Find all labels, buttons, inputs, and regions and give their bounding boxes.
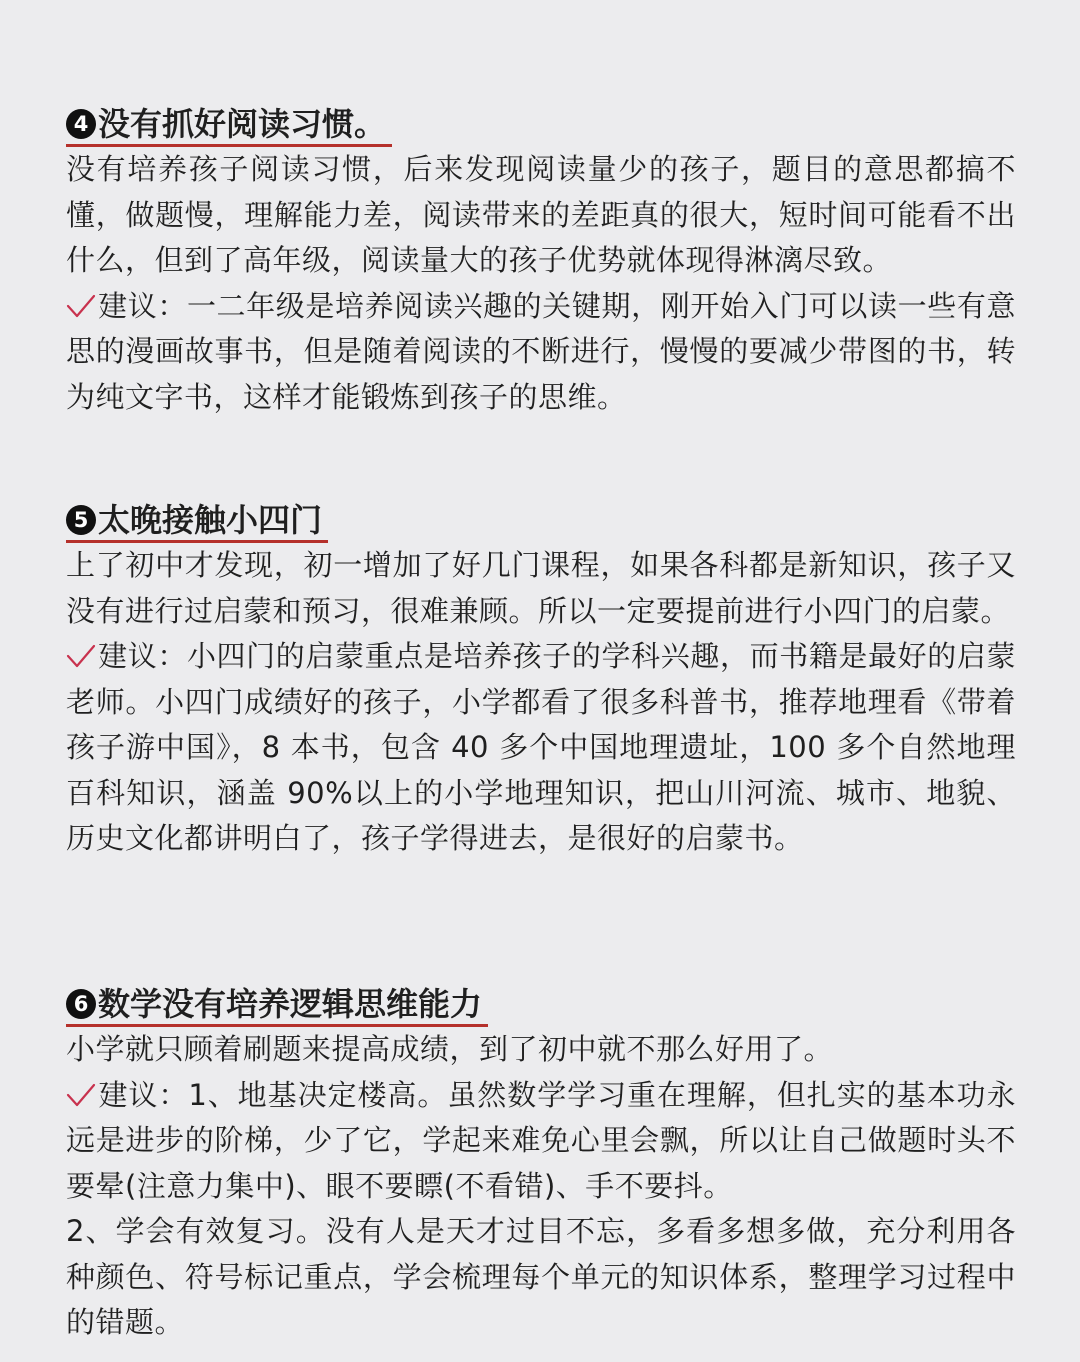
advice-text: 建议：一二年级是培养阅读兴趣的关键期，刚开始入门可以读一些有意思的漫画故事书，但是随着阅读的不断进行，慢慢的要减少带图的书，转为纯文字书，这样才能锻炼到孩子的思维。 bbox=[66, 288, 1016, 414]
section-title: 数学没有培养逻辑思维能力 bbox=[98, 985, 483, 1023]
section-reading-habit bbox=[66, 104, 1016, 420]
section-body: 小学就只顾着刷题来提高成绩，到了初中就不那么好用了。 bbox=[66, 1032, 834, 1066]
section-title: 太晚接触小四门 bbox=[98, 501, 323, 539]
section-title: 没有抓好阅读习惯。 bbox=[98, 105, 387, 143]
circled-number-icon: 6 bbox=[66, 989, 96, 1019]
advice-paragraph bbox=[66, 634, 1016, 862]
check-mark-icon bbox=[66, 643, 96, 669]
section-heading bbox=[66, 984, 488, 1027]
section-body: 上了初中才发现，初一增加了好几门课程，如果各科都是新知识，孩子又没有进行过启蒙和预习，很难兼顾。所以一定要提前进行小四门的启蒙。 bbox=[66, 548, 1016, 628]
advice-paragraph bbox=[66, 284, 1016, 421]
section-heading bbox=[66, 104, 392, 147]
section-math-logic bbox=[66, 984, 1016, 1346]
section-minor-subjects bbox=[66, 500, 1016, 862]
section-heading bbox=[66, 500, 328, 543]
advice-continuation: 2、学会有效复习。没有人是天才过目不忘，多看多想多做，充分利用各种颜色、符号标记重点，学会梳理每个单元的知识体系，整理学习过程中的错题。 bbox=[66, 1214, 1016, 1339]
check-mark-icon bbox=[66, 293, 96, 319]
section-body: 没有培养孩子阅读习惯，后来发现阅读量少的孩子，题目的意思都搞不懂，做题慢，理解能力差，阅读带来的差距真的很大，短时间可能看不出什么，但到了高年级，阅读量大的孩子优势就体现得淋漓尽致。 bbox=[66, 152, 1016, 277]
circled-number-icon: 4 bbox=[66, 109, 96, 139]
advice-paragraph bbox=[66, 1073, 1016, 1210]
check-mark-icon bbox=[66, 1082, 96, 1108]
advice-text: 建议：小四门的启蒙重点是培养孩子的学科兴趣，而书籍是最好的启蒙老师。小四门成绩好的孩子，小学都看了很多科普书，推荐地理看《带着孩子游中国》，8 本书，包含 40 多个中国地理遗址，100 多个自然地理百科知识，涵盖 90%以上的小学地理知识，把山川河流、城市、地貌、历史文化都讲明白了，孩子学得进去，是很好的启蒙书。 bbox=[66, 639, 1016, 855]
circled-number-icon: 5 bbox=[66, 505, 96, 535]
advice-text: 建议：1、地基决定楼高。虽然数学学习重在理解，但扎实的基本功永远是进步的阶梯，少了它，学起来难免心里会飘，所以让自己做题时头不要晕(注意力集中)、眼不要瞟(不看错)、手不要抖。 bbox=[66, 1077, 1016, 1203]
